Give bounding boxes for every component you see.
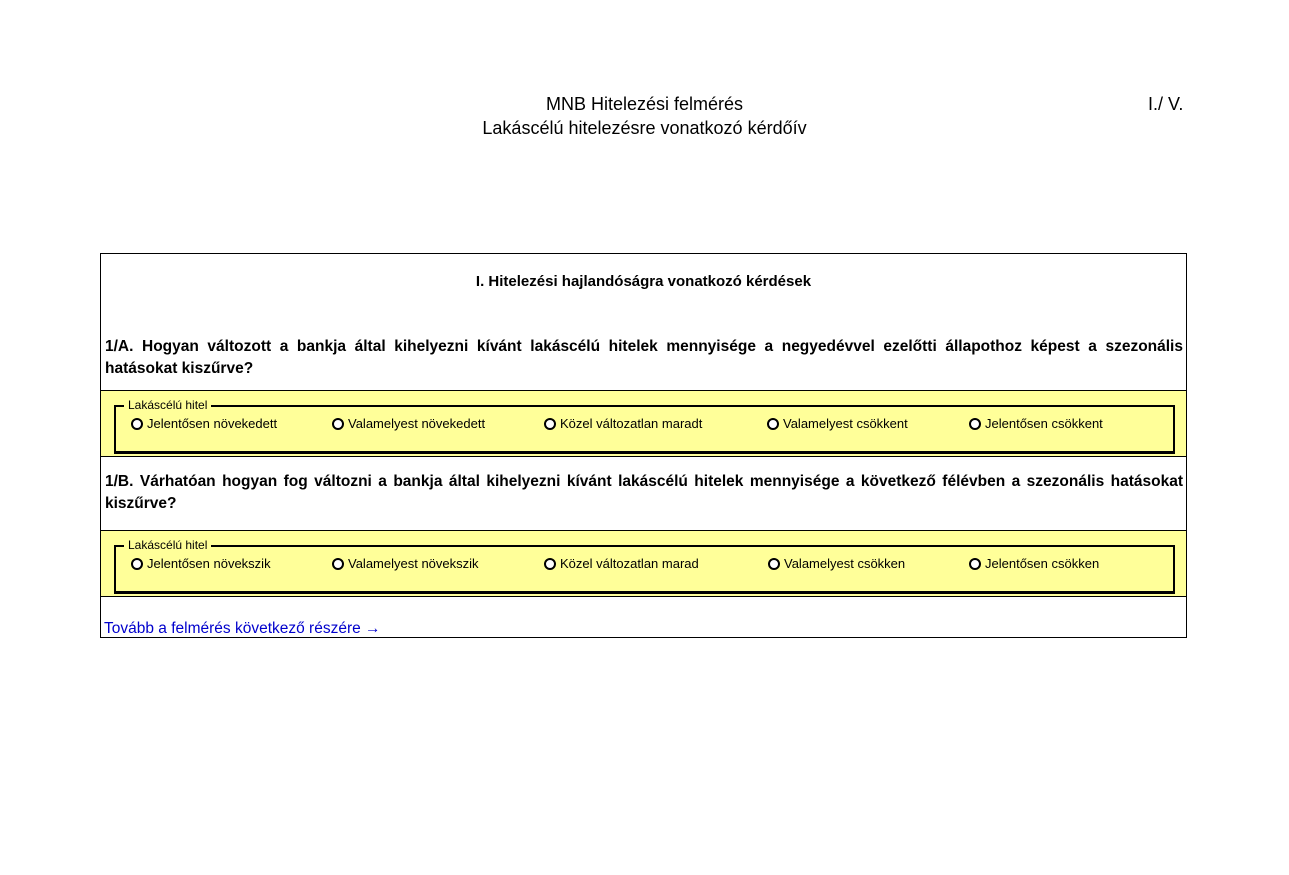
option-1b-jelentosen-novekszik[interactable]: [131, 556, 271, 572]
survey-title-line1: MNB Hitelezési felmérés: [545, 94, 744, 114]
radio-icon[interactable]: [969, 418, 981, 430]
survey-title: [0, 92, 1289, 140]
question-1b: 1/B. Várhatóan hogyan fog változni a bankja által kihelyezni kívánt lakáscélú hitelek mennyisége a következő félévben a szezonális hatásokat kiszűrve?: [105, 473, 1183, 512]
option-1a-valamelyest-csokkent[interactable]: [767, 416, 908, 432]
option-label: Közel változatlan maradt: [560, 416, 703, 431]
option-label: Jelentősen csökken: [985, 556, 1100, 571]
radio-icon[interactable]: [767, 418, 779, 430]
option-1a-jelentosen-csokkent[interactable]: [969, 416, 1103, 432]
option-1b-kozel-valtozatlan[interactable]: [544, 556, 699, 572]
option-1a-jelentosen-novekedett[interactable]: [131, 416, 277, 432]
radio-icon[interactable]: [332, 558, 344, 570]
radio-icon[interactable]: [768, 558, 780, 570]
radio-group-1a: [114, 398, 1175, 454]
next-section-link[interactable]: Tovább a felmérés következő részére →: [104, 620, 381, 637]
question-1a: 1/A. Hogyan változott a bankja által kihelyezni kívánt lakáscélú hitelek mennyisége a negyedévvel ezelőtti állapothoz képest a szezonális hatásokat kiszűrve?: [105, 338, 1183, 377]
option-label: Valamelyest csökkent: [783, 416, 908, 431]
radio-icon[interactable]: [969, 558, 981, 570]
radio-icon[interactable]: [131, 418, 143, 430]
radio-icon[interactable]: [332, 418, 344, 430]
answer-band-1a: [101, 390, 1186, 457]
radio-icon[interactable]: [544, 558, 556, 570]
page-indicator: I./ V.: [1148, 94, 1184, 114]
radio-icon[interactable]: [131, 558, 143, 570]
section-title: I. Hitelezési hajlandóságra vonatkozó kérdések: [475, 273, 812, 290]
option-label: Valamelyest növekszik: [348, 556, 479, 571]
radio-group-1b: [114, 538, 1175, 594]
option-label: Jelentősen növekszik: [147, 556, 271, 571]
option-label: Valamelyest növekedett: [348, 416, 486, 431]
option-1b-valamelyest-csokken[interactable]: [768, 556, 905, 572]
option-label: Közel változatlan marad: [560, 556, 699, 571]
survey-form: [100, 253, 1187, 638]
radio-group-label: Lakáscélú hitel: [124, 398, 211, 412]
option-1a-kozel-valtozatlan[interactable]: [544, 416, 702, 432]
radio-group-label: Lakáscélú hitel: [124, 538, 211, 552]
option-1a-valamelyest-novekedett[interactable]: [332, 416, 485, 432]
answer-band-1b: [101, 530, 1186, 597]
option-label: Jelentősen csökkent: [985, 416, 1103, 431]
survey-title-line2: Lakáscélú hitelezésre vonatkozó kérdőív: [482, 118, 807, 138]
option-1b-jelentosen-csokken[interactable]: [969, 556, 1099, 572]
option-1b-valamelyest-novekszik[interactable]: [332, 556, 479, 572]
option-label: Jelentősen növekedett: [147, 416, 278, 431]
radio-icon[interactable]: [544, 418, 556, 430]
option-label: Valamelyest csökken: [784, 556, 906, 571]
